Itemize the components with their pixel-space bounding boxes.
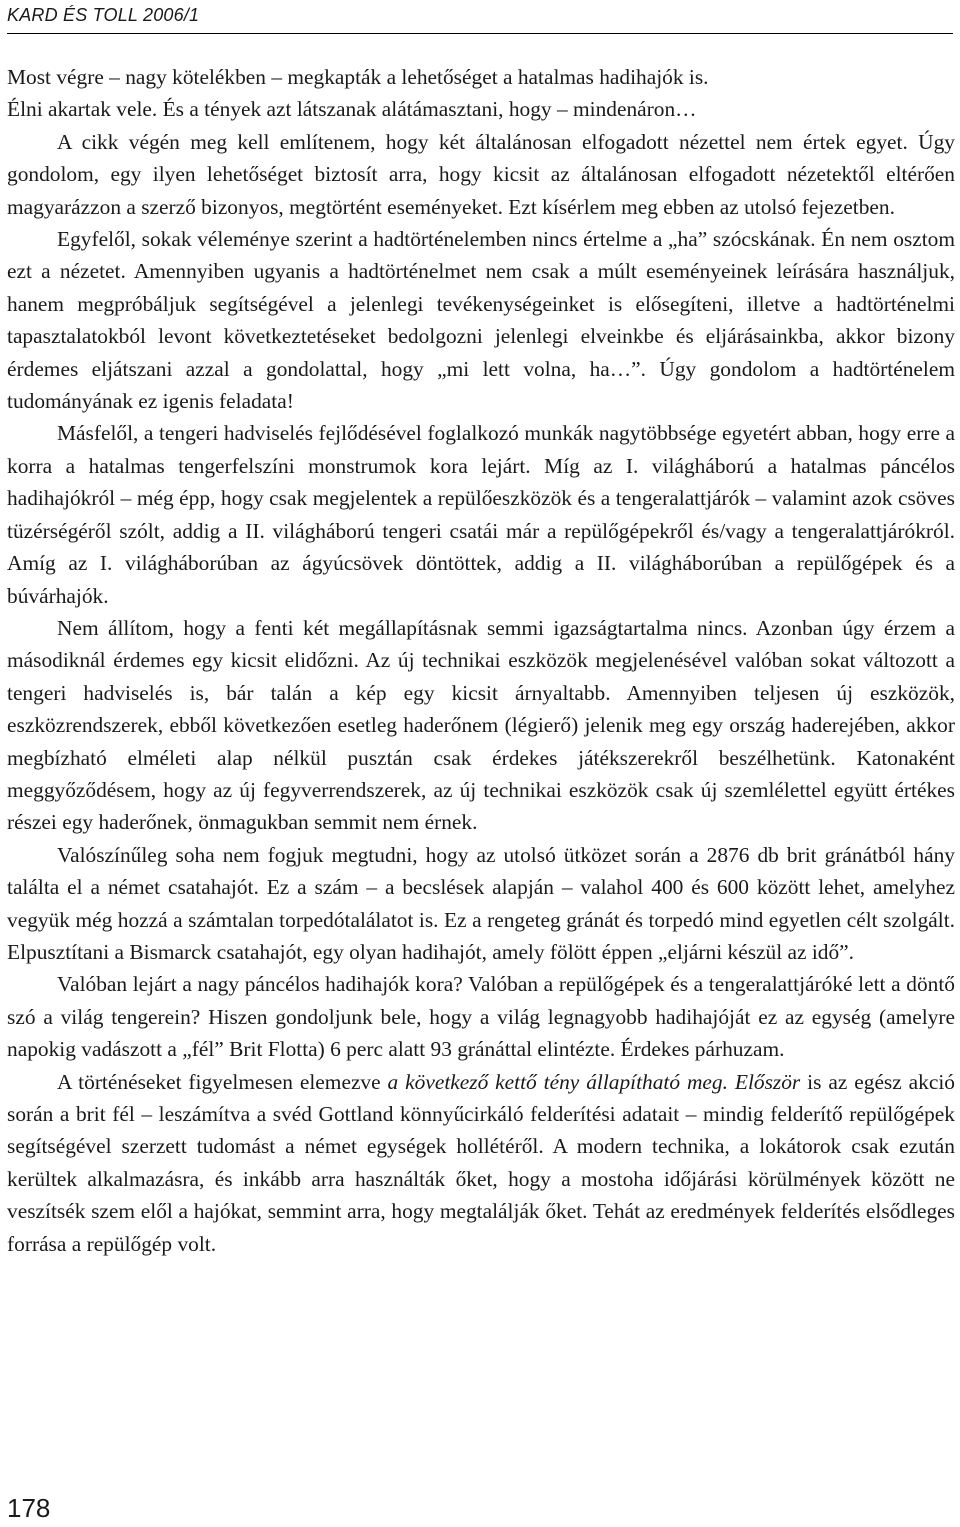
paragraph-8: Valóban lejárt a nagy páncélos hadihajók kora? Valóban a repülőgépek és a tengeralattjáróké lett a döntő szó a világ tengerein? Hiszen gondoljunk bele, hogy a világ legnagyobb hadihajóját ez az egység (amelyre napokig vadászott a „fél” Brit Flotta) 6 perc alatt 93 gránáttal elintézte. Érdekes párhuzam. xyxy=(7,972,955,1062)
paragraph-5: Másfelől, a tengeri hadviselés fejlődésével foglalkozó munkák nagytöbbsége egyetért abban, hogy erre a korra a hatalmas tengerfelszíni monstrumok kora lejárt. Míg az I. világháború a hatalmas páncélos hadihajókról – még épp, hogy csak megjelentek a repülőeszközök és a tengeralattjárók – valamint azok csöves tüzérségéről szólt, addig a II. világháború tengeri csatái már a repülőgépekről és/vagy a tengeralattjárókról. Amíg az I. világháborúban az ágyúcsövek döntöttek, addig a II. világháborúban a repülőgépek és a búvárhajók. xyxy=(7,421,955,608)
paragraph-1: Most végre – nagy kötelékben – megkapták a lehetőséget a hatalmas hadihajók is. xyxy=(7,65,709,89)
paragraph-6: Nem állítom, hogy a fenti két megállapításnak semmi igazságtartalma nincs. Azonban úgy érzem a másodiknál érdemes egy kicsit elidőzni. Az új technikai eszközök megjelenésével valóban sokat változott a tengeri hadviselés is, bár talán a kép egy kicsit árnyaltabb. Amennyiben teljesen új eszközök, eszközrendszerek, ebből következően esetleg haderőnem (légierő) jelenik meg egy ország haderejében, akkor megbízható elméleti alap nélkül pusztán csak érdekes játékszerekről beszélhetünk. Katonaként meggyőződésem, hogy az új fegyverrendszerek, az új technikai eszközök csak új szemlélettel együtt értékes részei egy haderőnek, önmagukban semmit nem érnek. xyxy=(7,615,955,835)
article-body xyxy=(7,61,955,1260)
paragraph-7: Valószínűleg soha nem fogjuk megtudni, hogy az utolsó ütközet során a 2876 db brit gránátból hány találta el a német csatahajót. Ez a szám – a becslések alapján – valahol 400 és 600 között lehet, amelyhez vegyük még hozzá a számtalan torpedótalálatot is. Ez a rengeteg gránát és torpedó mind egyetlen célt szolgált. Elpusztítani a Bismarck csatahajót, egy olyan hadihajót, amely fölött éppen „eljárni készül az idő”. xyxy=(7,842,955,964)
paragraph-9-italic: a következő kettő tény állapítható meg. Először xyxy=(387,1069,801,1094)
paragraph-4: Egyfelől, sokak véleménye szerint a hadtörténelemben nincs értelme a „ha” szócskának. Én nem osztom ezt a nézetet. Amennyiben ugyanis a hadtörténelmet nem csak a múlt eseményeinek leírására használjuk, hanem megpróbáljuk segítségével a jelenlegi tevékenységeinket is elősegíteni, illetve a hadtörténelmi tapasztalatokból levont következtetéseket bedolgozni jelenlegi elveinkbe és eljárásainkba, akkor bizony érdemes eljátszani azzal a gondolattal, hogy „mi lett volna, ha…”. Úgy gondolom a hadtörténelem tudományának ez igenis feladata! xyxy=(7,227,955,414)
running-head: KARD ÉS TOLL 2006/1 xyxy=(7,5,200,25)
paragraph-3: A cikk végén meg kell említenem, hogy két általánosan elfogadott nézettel nem értek egyet. Úgy gondolom, egy ilyen lehetőséget biztosít arra, hogy kicsit az általánosan elfogadott nézetektől eltérően magyarázzon a szerző bizonyos, megtörtént eseményeket. Ezt kísérlem meg ebben az utolsó fejezetben. xyxy=(7,129,955,219)
page-number: 178 xyxy=(7,1493,51,1523)
paragraph-9-rest: is az egész akció során a brit fél – leszámítva a svéd Gottland könnyűcirkáló felderítési adatait – mindig felderítő repülőgépek segítségével szerzett tudomást a német egységek hollétéről. A modern technika, a lokátorok csak ezután kerültek alkalmazásra, és inkább arra használták őket, hogy a mostoha időjárási körülmények között ne veszítsék szem elől a hajókat, semmint arra, hogy megtalálják őket. Tehát az eredmények felderítés elsődleges forrása a repülőgép volt. xyxy=(7,1069,955,1256)
paragraph-9 xyxy=(7,1066,955,1260)
paragraph-9-lead: A történéseket figyelmesen elemezve xyxy=(57,1069,388,1094)
header-rule xyxy=(7,33,953,34)
paragraph-2: Élni akartak vele. És a tények azt látszanak alátámasztani, hogy – mindenáron… xyxy=(7,97,697,122)
